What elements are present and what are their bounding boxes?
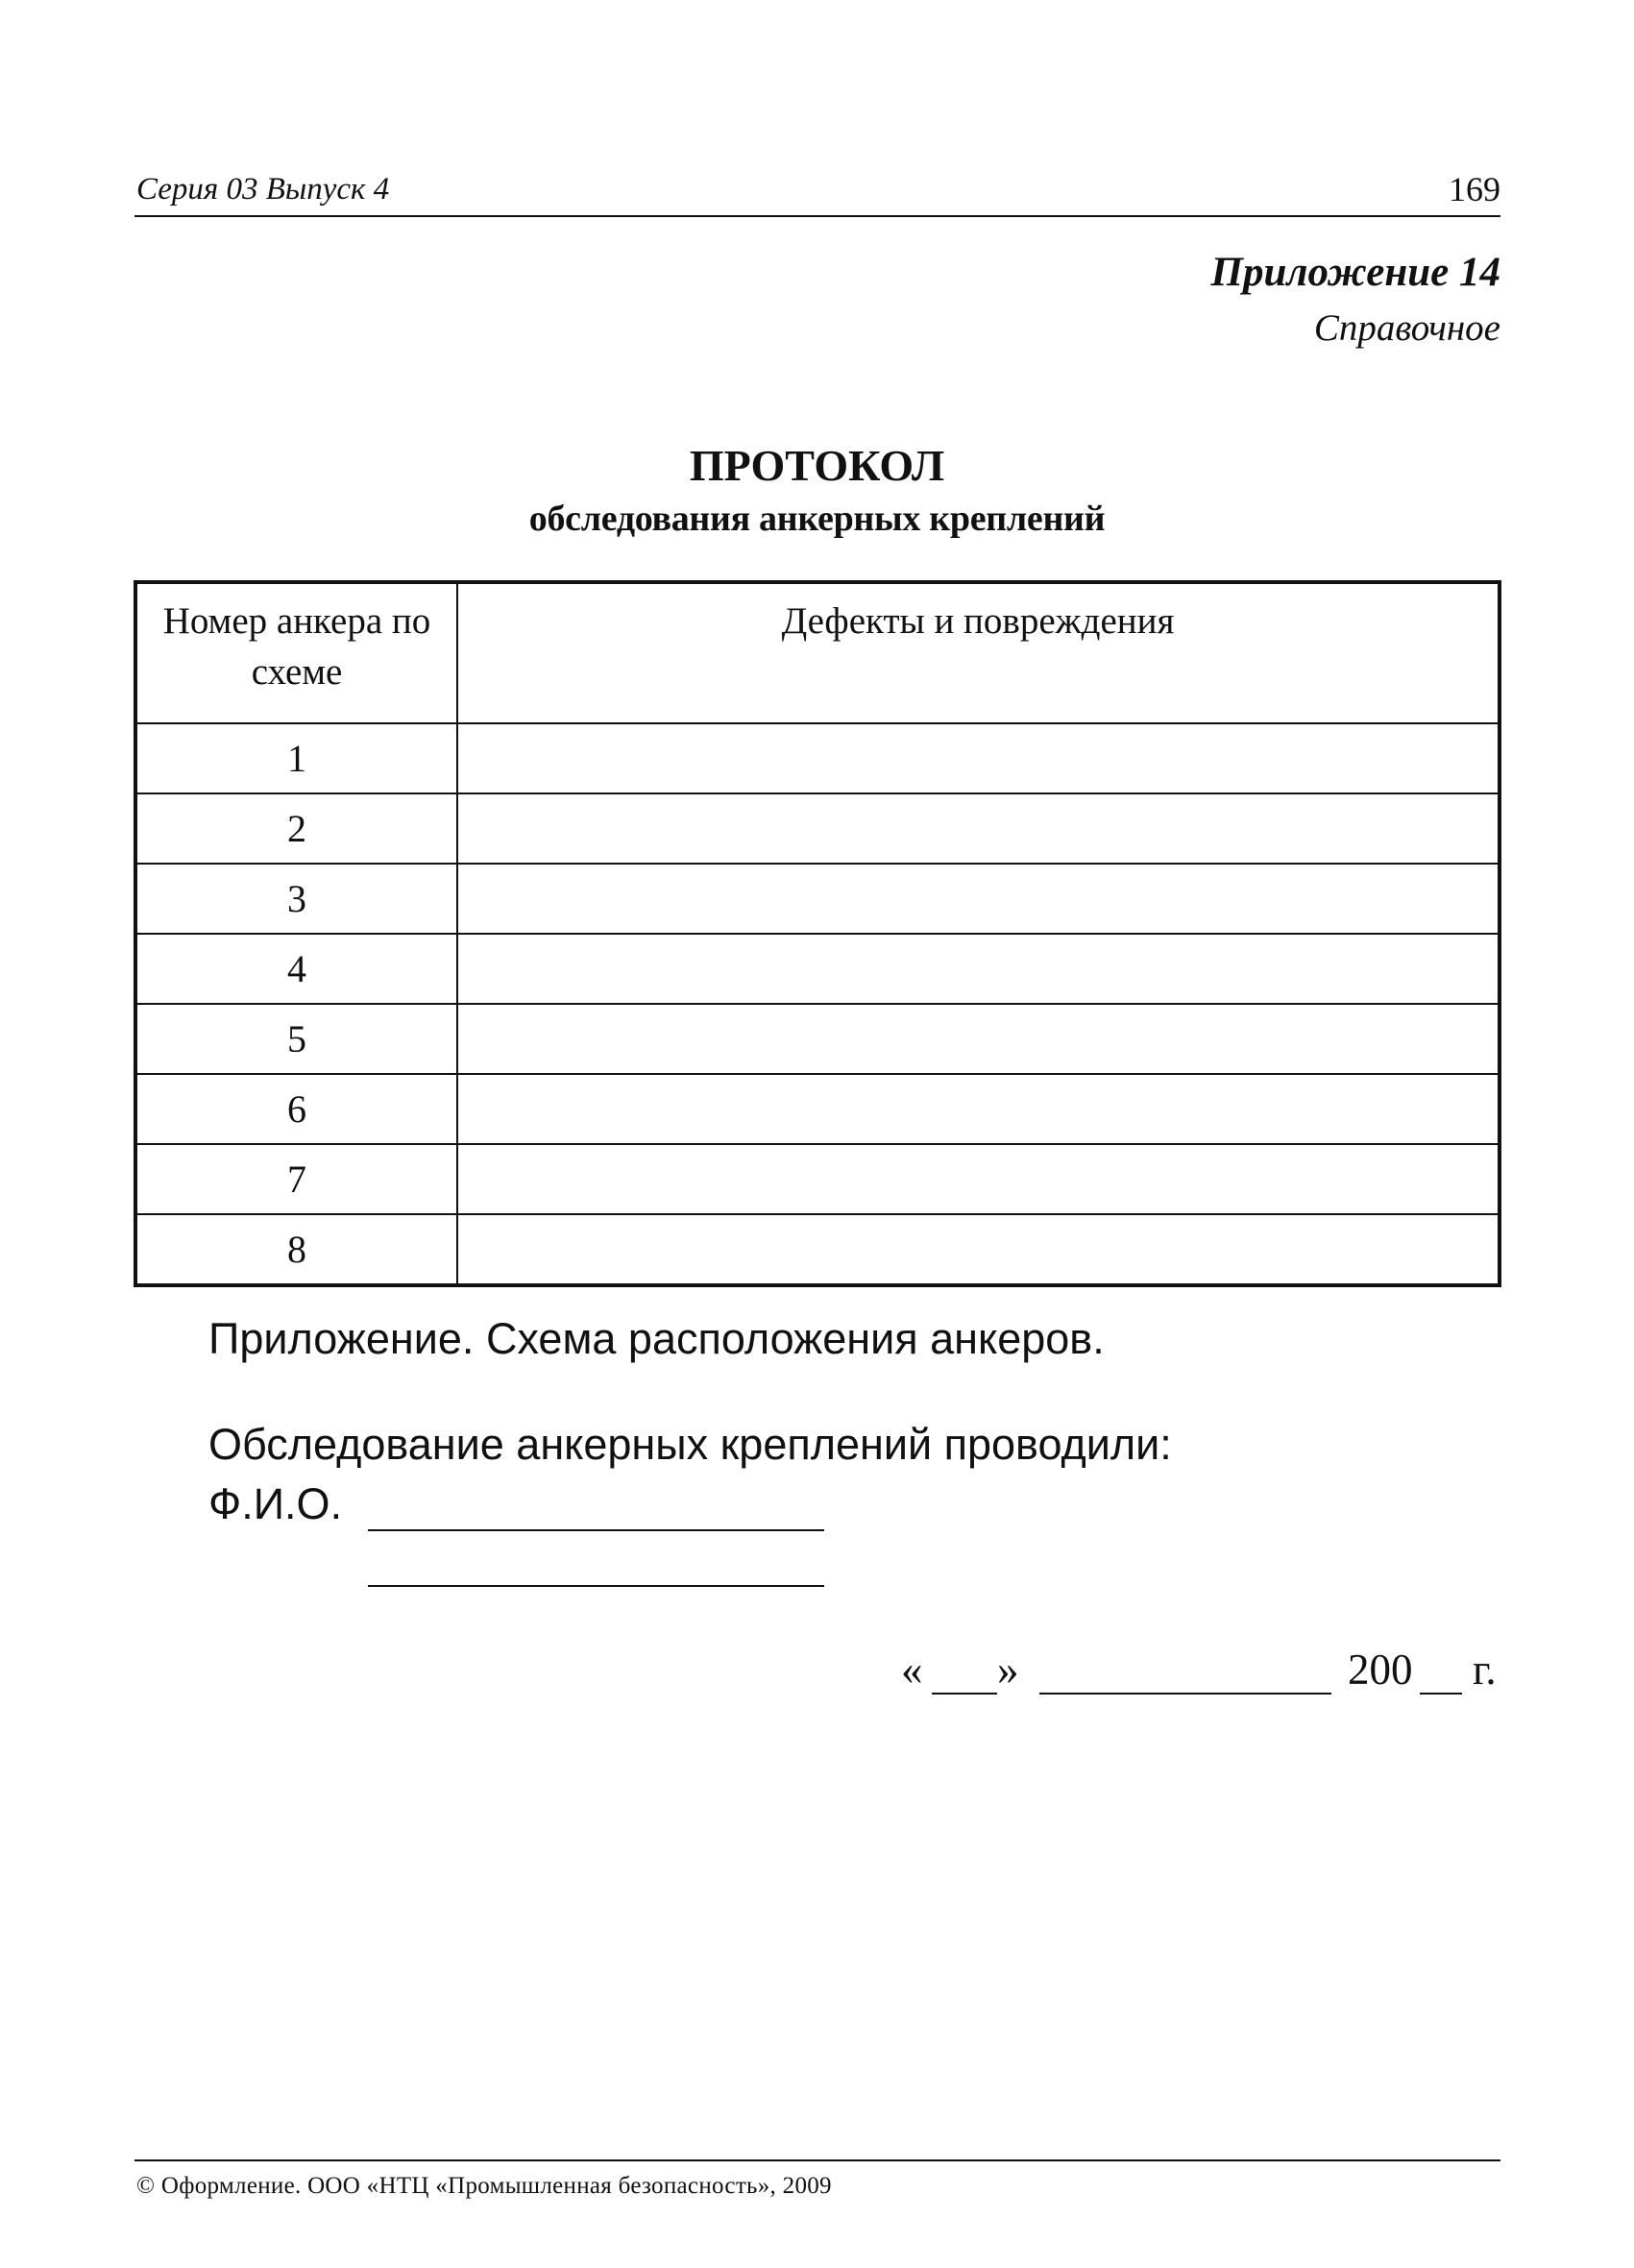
column-header-anchor-number: Номер анкера по схеме <box>135 582 457 723</box>
anchor-number-cell: 6 <box>135 1074 457 1144</box>
defects-cell[interactable] <box>457 793 1500 864</box>
month-blank[interactable] <box>1039 1693 1331 1695</box>
anchor-number-cell: 3 <box>135 864 457 934</box>
open-quote: « <box>901 1646 923 1694</box>
year-prefix: 200 <box>1348 1646 1413 1694</box>
column-header-defects: Дефекты и повреждения <box>457 582 1500 723</box>
fio-blank-line-2[interactable] <box>368 1585 824 1587</box>
series-label: Серия 03 Выпуск 4 <box>136 172 390 207</box>
fio-blank-line-1[interactable] <box>368 1529 824 1531</box>
table-row <box>135 864 1500 934</box>
table-row <box>135 793 1500 864</box>
document-title: ПРОТОКОЛ <box>689 441 945 490</box>
defects-cell[interactable] <box>457 723 1500 793</box>
day-blank[interactable] <box>932 1693 997 1695</box>
appendix-title: Приложение 14 <box>1210 250 1500 295</box>
table-row <box>135 1074 1500 1144</box>
defects-cell[interactable] <box>457 1214 1500 1285</box>
conducted-by-label: Обследование анкерных креплений проводили: <box>208 1420 1172 1469</box>
defects-cell[interactable] <box>457 864 1500 934</box>
anchor-number-cell: 4 <box>135 934 457 1004</box>
footer-divider <box>134 2159 1500 2161</box>
protocol-table <box>134 580 1501 1287</box>
table-row <box>135 1004 1500 1074</box>
appendix-block <box>1211 244 1500 355</box>
document-subtitle: обследования анкерных креплений <box>528 499 1106 539</box>
anchor-number-cell: 8 <box>135 1214 457 1285</box>
defects-cell[interactable] <box>457 934 1500 1004</box>
anchor-number-cell: 1 <box>135 723 457 793</box>
date-field <box>901 1645 1506 1702</box>
defects-cell[interactable] <box>457 1004 1500 1074</box>
anchor-number-cell: 7 <box>135 1144 457 1214</box>
year-suffix: г. <box>1473 1646 1497 1694</box>
page-header <box>134 163 1500 217</box>
footer-copyright: © Оформление. ООО «НТЦ «Промышленная безопасность», 2009 <box>136 2173 832 2199</box>
table-row <box>135 934 1500 1004</box>
table-row <box>135 1144 1500 1214</box>
appendix-subtitle: Справочное <box>1313 307 1500 349</box>
page-number: 169 <box>1449 170 1500 208</box>
anchor-number-cell: 2 <box>135 793 457 864</box>
table-header-row <box>135 582 1500 723</box>
close-quote: » <box>997 1646 1019 1694</box>
defects-cell[interactable] <box>457 1144 1500 1214</box>
table-row <box>135 723 1500 793</box>
anchor-number-cell: 5 <box>135 1004 457 1074</box>
defects-cell[interactable] <box>457 1074 1500 1144</box>
fio-label: Ф.И.О. <box>208 1479 343 1528</box>
annex-note: Приложение. Схема расположения анкеров. <box>208 1314 1105 1363</box>
table-row <box>135 1214 1500 1285</box>
year-blank[interactable] <box>1420 1693 1462 1695</box>
